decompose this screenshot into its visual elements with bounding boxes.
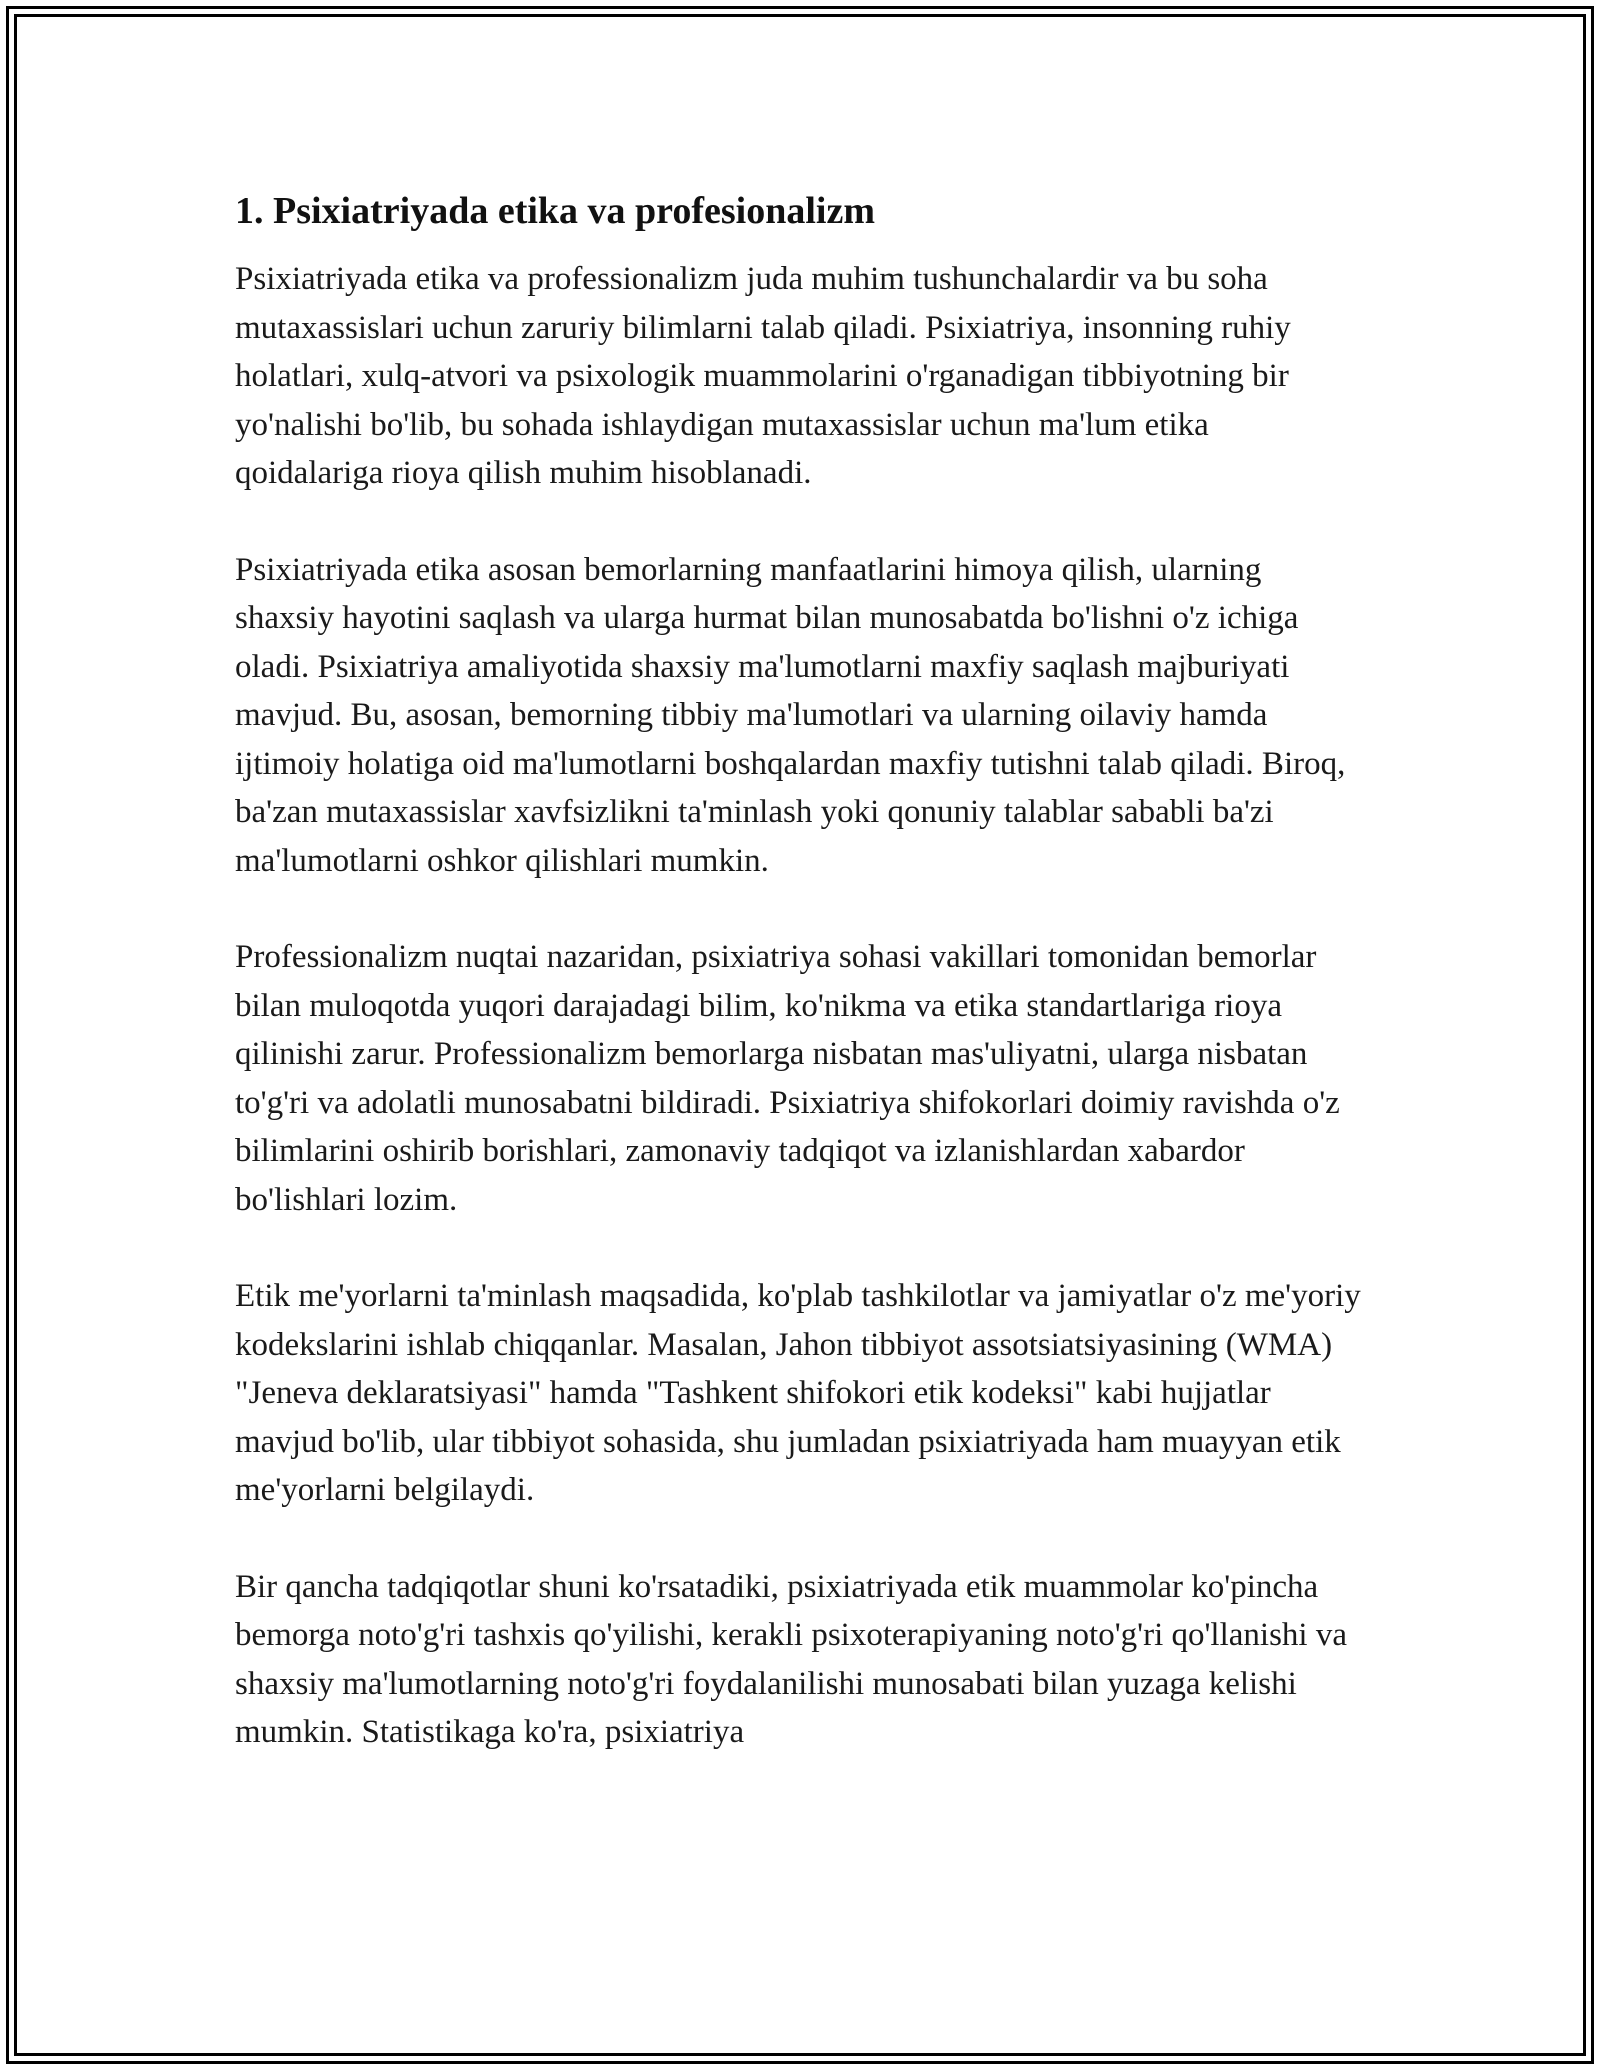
paragraph-professionalism: Professionalizm nuqtai nazaridan, psixiatriya sohasi vakillari tomonidan bemorlar bilan muloqotda yuqori darajadagi bilim, ko'nikma va etika standartlariga rioya qilinishi zarur. Professionalizm bemorlarga nisbatan mas'uliyatni, ularga nisbatan to'g'ri va adolatli munosabatni bildiradi. Psixiatriya shifokorlari doimiy ravishda o'z bilimlarini oshirib borishlari, zamonaviy tadqiqot va izlanishlardan xabardor bo'lishlari lozim. [235,939,1340,1218]
paragraph-ethical-codes: Etik me'yorlarni ta'minlash maqsadida, ko'plab tashkilotlar va jamiyatlar o'z me'yoriy kodekslarini ishlab chiqqanlar. Masalan, Jahon tibbiyot assotsiatsiyasining (WMA) "Jeneva deklaratsiyasi" hamda "Tashkent shifokori etik kodeksi" kabi hujjatlar mavjud bo'lib, ular tibbiyot sohasida, shu jumladan psixiatriyada ham muayyan etik me'yorlarni belgilaydi. [235,1278,1361,1508]
paragraph-confidentiality: Psixiatriyada etika asosan bemorlarning manfaatlarini himoya qilish, ularning shaxsiy hayotini saqlash va ularga hurmat bilan munosabatda bo'lishni o'z ichiga oladi. Psixiatriya amaliyotida shaxsiy ma'lumotlarni maxfiy saqlash majburiyati mavjud. Bu, asosan, bemorning tibbiy ma'lumotlari va ularning oilaviy hamda ijtimoiy holatiga oid ma'lumotlarni boshqalardan maxfiy tutishni talab qiladi. Biroq, ba'zan mutaxassislar xavfsizlikni ta'minlash yoki qonuniy talablar sababli ba'zi ma'lumotlarni oshkor qilishlari mumkin. [235,551,1346,879]
paragraph-research: Bir qancha tadqiqotlar shuni ko'rsatadiki, psixiatriyada etik muammolar ko'pincha bemorga noto'g'ri tashxis qo'yilishi, kerakli psixoterapiyaning noto'g'ri qo'llanishi va shaxsiy ma'lumotlarning noto'g'ri foydalanilishi munosabati bilan yuzaga kelishi mumkin. Statistikaga ko'ra, psixiatriya [235,1568,1347,1750]
section-heading: 1. Psixiatriyada etika va profesionalizm [235,190,875,232]
document-body [235,185,1365,1805]
paragraph-intro: Psixiatriyada etika va professionalizm juda muhim tushunchalardir va bu soha mutaxassislari uchun zaruriy bilimlarni talab qiladi. Psixiatriya, insonning ruhiy holatlari, xulq-atvori va psixologik muammolarini o'rganadigan tibbiyotning bir yo'nalishi bo'lib, bu sohada ishlaydigan mutaxassislar uchun ma'lum etika qoidalariga rioya qilish muhim hisoblanadi. [235,261,1291,491]
